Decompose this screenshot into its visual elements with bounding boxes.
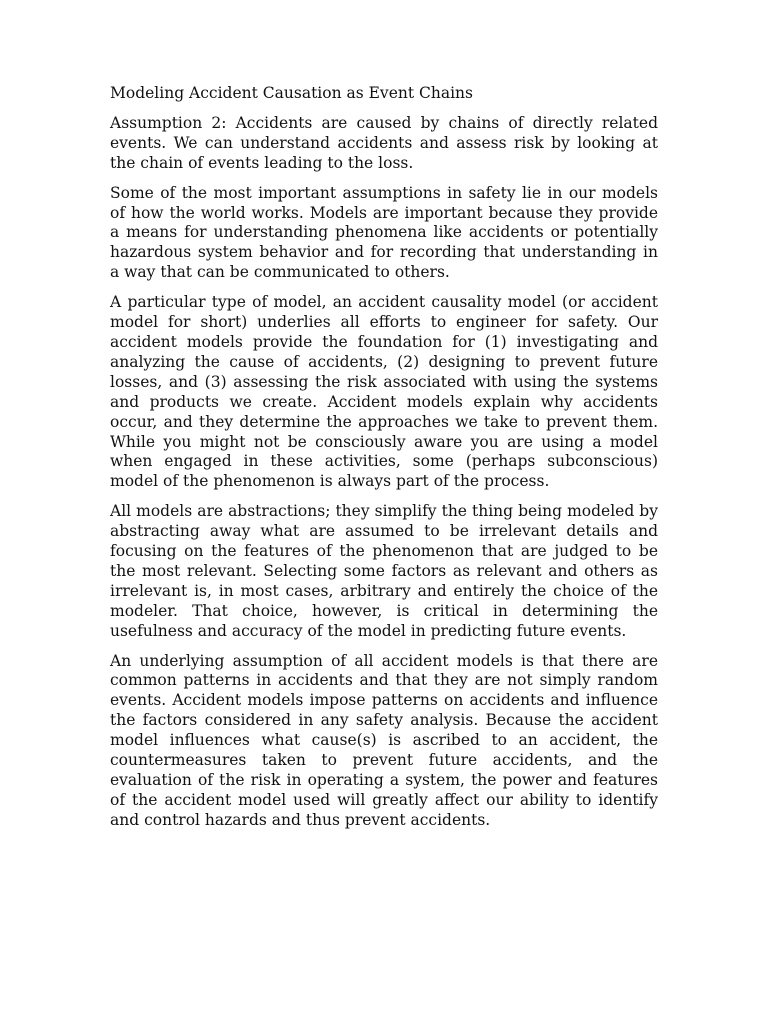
document-title: Modeling Accident Causation as Event Chains <box>110 84 473 102</box>
paragraph-assumption: Assumption 2: Accidents are caused by chains of directly related events. We can understand accidents and assess risk by looking at the chain of events leading to the loss. <box>110 113 658 172</box>
paragraph-underlying-assumption: An underlying assumption of all accident models is that there are common patterns in accidents and that they are not simply random events. Accident models impose patterns on accidents and influence the factors considered in any safety analysis. Because the accident model influences what cause(s) is ascribed to an accident, the countermeasures taken to prevent future accidents, and the evaluation of the risk in operating a system, the power and features of the accident model used will greatly affect our ability to identify and control hazards and thus prevent accidents. <box>110 651 658 829</box>
paragraph-accident-causality-model: A particular type of model, an accident causality model (or accident model for short) underlies all efforts to engineer for safety. Our accident models provide the foundation for (1) investigating and analyzing the cause of accidents, (2) designing to prevent future losses, and (3) assessing the risk associated with using the systems and products we create. Accident models explain why accidents occur, and they determine the approaches we take to prevent them. While you might not be consciously aware you are using a model when engaged in these activities, some (perhaps subconscious) model of the phenomenon is always part of the process. <box>110 293 658 491</box>
paragraph-models-importance: Some of the most important assumptions in safety lie in our models of how the world works. Models are important because they provide a means for understanding phenomena like accidents or potentially hazardous system behavior and for recording that understanding in a way that can be communicated to others. <box>110 183 658 282</box>
paragraph-abstractions: All models are abstractions; they simplify the thing being modeled by abstracting away what are assumed to be irrelevant details and focusing on the features of the phenomenon that are judged to be the most relevant. Selecting some factors as relevant and others as irrelevant is, in most cases, arbitrary and entirely the choice of the modeler. That choice, however, is critical in determining the usefulness and accuracy of the model in predicting future events. <box>110 502 658 640</box>
document-page <box>110 84 658 841</box>
